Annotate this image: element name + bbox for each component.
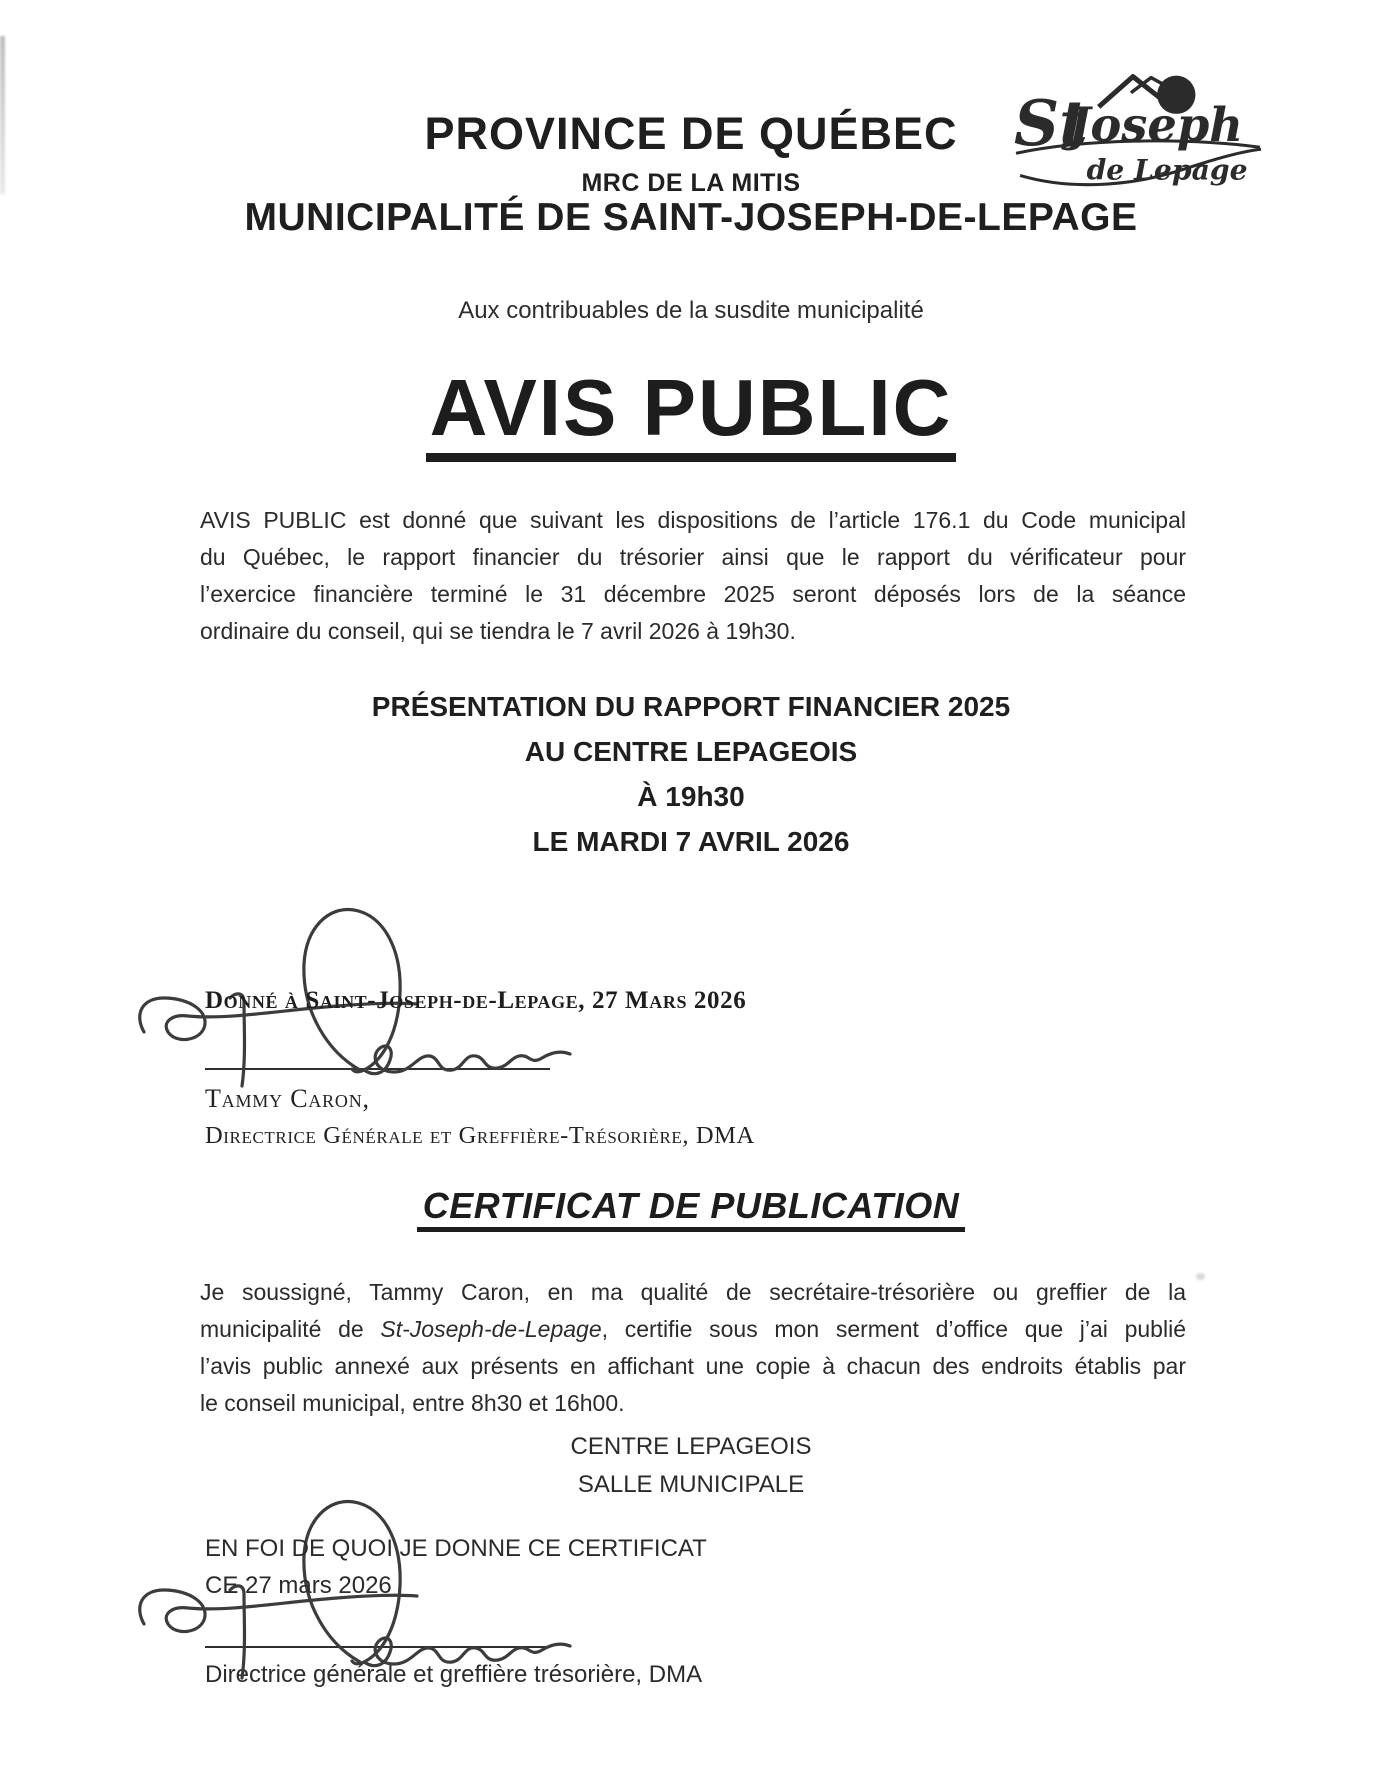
addressee-line: Aux contribuables de la susdite municipalité xyxy=(458,297,924,324)
scan-artifact-streak xyxy=(0,36,5,194)
given-at-line: Donné à Saint-Joseph-de-Lepage, 27 Mars 2026 xyxy=(205,987,747,1014)
presentation-line: LE MARDI 7 AVRIL 2026 xyxy=(532,826,850,857)
location-line: CENTRE LEPAGEOIS xyxy=(570,1433,812,1460)
logo-text-st: St xyxy=(1014,86,1089,161)
paragraph-line: ordinaire du conseil, qui se tiendra le 7 avril 2026 à 19h30. xyxy=(200,618,796,644)
header-municipality: MUNICIPALITÉ DE SAINT-JOSEPH-DE-LEPAGE xyxy=(244,196,1138,239)
paragraph-line: l’exercice financière terminé le 31 décembre 2025 seront déposés lors de la séance xyxy=(200,581,1186,607)
logo-text-de-lepage: de Lepage xyxy=(1086,153,1248,187)
scan-artifact-speck xyxy=(1196,1273,1205,1280)
paragraph-line: l’avis public annexé aux présents en affichant une copie à chacun des endroits établis par xyxy=(200,1353,1186,1379)
posting-locations xyxy=(0,1428,1382,1504)
certificate-body-paragraph xyxy=(200,1274,1186,1422)
header-mrc: MRC DE LA MITIS xyxy=(581,169,801,197)
logo-text-joseph: Joseph xyxy=(1068,97,1244,153)
municipality-logo xyxy=(1012,52,1264,194)
presentation-block xyxy=(0,684,1382,864)
paragraph-line: AVIS PUBLIC est donné que suivant les dispositions de l’article 176.1 du Code municipal xyxy=(200,507,1186,533)
notice-title: AVIS PUBLIC xyxy=(426,367,957,462)
signatory-title: Directrice Générale et Greffière-Trésorière, DMA xyxy=(205,1122,755,1149)
header-province: PROVINCE DE QUÉBEC xyxy=(424,108,958,159)
presentation-line: À 19h30 xyxy=(637,781,745,812)
signatory-name: Tammy Caron, xyxy=(205,1084,370,1113)
attestation-line-2: CE 27 mars 2026 xyxy=(205,1572,392,1599)
paragraph-line: Je soussigné, Tammy Caron, en ma qualité de secrétaire-trésorière ou greffier de la xyxy=(200,1279,1186,1305)
location-line: SALLE MUNICIPALE xyxy=(577,1471,805,1498)
notice-body-paragraph xyxy=(200,502,1186,650)
certificate-title: CERTIFICAT DE PUBLICATION xyxy=(417,1188,966,1232)
signatory-title-bottom: Directrice générale et greffière trésorière, DMA xyxy=(205,1661,703,1688)
attestation-block xyxy=(0,1530,1382,1604)
paragraph-line: le conseil municipal, entre 8h30 et 16h00. xyxy=(200,1390,625,1416)
paragraph-line: du Québec, le rapport financier du trésorier ainsi que le rapport du vérificateur pour xyxy=(200,544,1186,570)
presentation-line: AU CENTRE LEPAGEOIS xyxy=(524,736,858,767)
presentation-line: PRÉSENTATION DU RAPPORT FINANCIER 2025 xyxy=(371,691,1011,722)
attestation-line-1: EN FOI DE QUOI JE DONNE CE CERTIFICAT xyxy=(205,1535,707,1562)
paragraph-line: municipalité de St-Joseph-de-Lepage, certifie sous mon serment d’office que j’ai publié xyxy=(200,1316,1186,1342)
